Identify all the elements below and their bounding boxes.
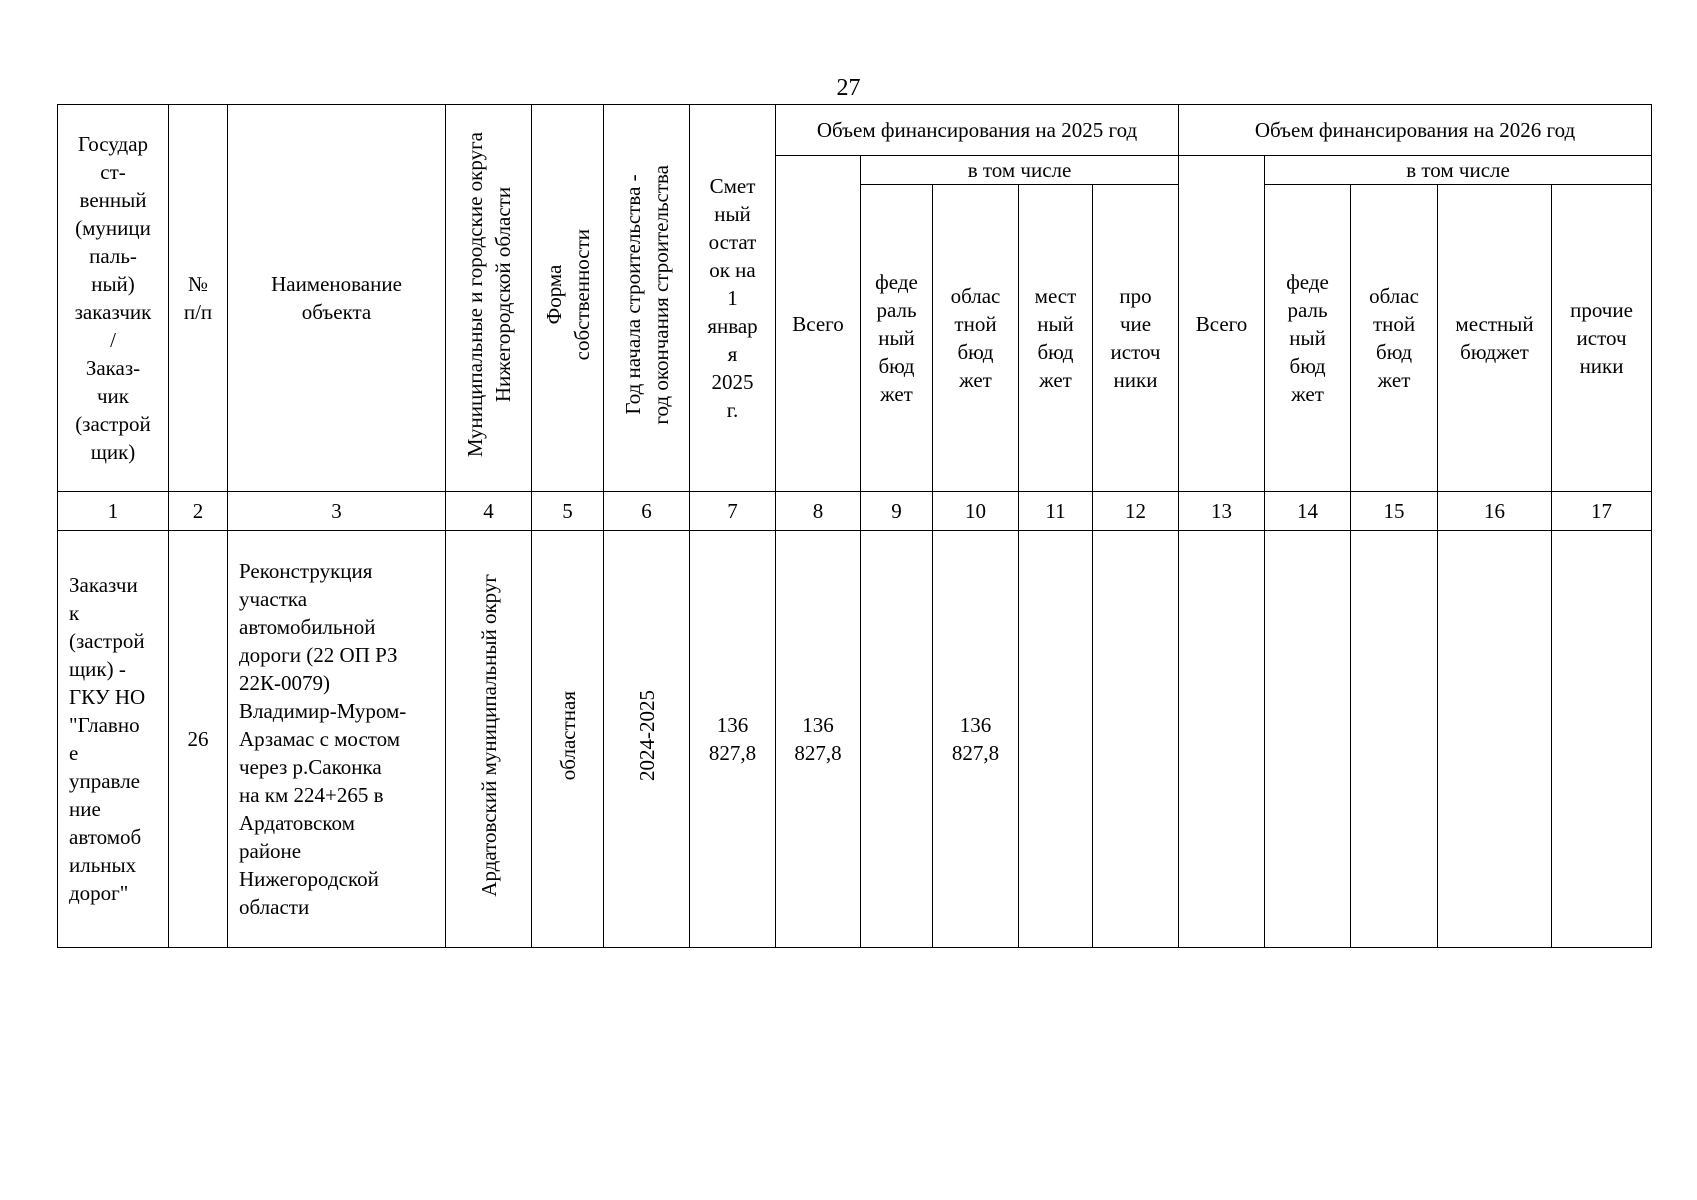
header-row	[58, 105, 1652, 156]
column-number: 16	[1438, 492, 1552, 531]
cell-local-2026	[1438, 531, 1552, 948]
header-ownership-text: Форма собственности	[541, 228, 594, 361]
column-number: 5	[532, 492, 604, 531]
cell-ownership-text: областная	[555, 690, 580, 781]
header-municipal	[446, 105, 532, 492]
cell-other-2025	[1093, 531, 1179, 948]
column-number: 10	[933, 492, 1019, 531]
header-group-2026: Объем финансирования на 2026 год	[1179, 105, 1652, 156]
cell-municipal	[446, 531, 532, 948]
column-number: 12	[1093, 492, 1179, 531]
header-years-text: Год начала строительства - год окончания строительства	[620, 164, 673, 425]
cell-regional-2025: 136 827,8	[933, 531, 1019, 948]
cell-local-2025	[1019, 531, 1093, 948]
column-number: 15	[1351, 492, 1438, 531]
header-ownership	[532, 105, 604, 492]
cell-municipal-text: Ардатовский муниципальный округ	[476, 574, 501, 897]
column-number: 1	[58, 492, 169, 531]
column-number: 17	[1552, 492, 1652, 531]
header-customer: Государ ст- венный (муници паль- ный) заказчик / Заказ- чик (застрой щик)	[58, 105, 169, 492]
header-object-name: Наименование объекта	[228, 105, 446, 492]
header-including-2026: в том числе	[1265, 156, 1652, 185]
column-number: 8	[776, 492, 861, 531]
header-group-2025: Объем финансирования на 2025 год	[776, 105, 1179, 156]
cell-regional-2026	[1351, 531, 1438, 948]
column-number: 4	[446, 492, 532, 531]
header-number: № п/п	[169, 105, 228, 492]
page-number: 27	[836, 75, 861, 101]
column-number: 2	[169, 492, 228, 531]
header-years	[604, 105, 690, 492]
header-total-2026: Всего	[1179, 156, 1265, 492]
cell-total-2025: 136 827,8	[776, 531, 861, 948]
header-other-2026: прочие источ ники	[1552, 185, 1652, 492]
cell-object-name: Реконструкция участка автомобильной дороги (22 ОП РЗ 22К-0079) Владимир-Муром- Арзамас с мостом через р.Саконка на км 224+265 в Ардатовском районе Нижегородской области	[228, 531, 446, 948]
header-other-2025: про чие источ ники	[1093, 185, 1179, 492]
header-regional-2025: облас тной бюд жет	[933, 185, 1019, 492]
cell-years-text: 2024-2025	[634, 690, 659, 781]
cell-years	[604, 531, 690, 948]
header-estimate: Смет ный остат ок на 1 январ я 2025 г.	[690, 105, 776, 492]
cell-federal-2025	[861, 531, 933, 948]
cell-customer: Заказчи к (застрой щик) - ГКУ НО "Главно е управле ние автомоб ильных дорог"	[58, 531, 169, 948]
column-number-row	[58, 492, 1652, 531]
header-total-2025: Всего	[776, 156, 861, 492]
header-regional-2026: облас тной бюд жет	[1351, 185, 1438, 492]
cell-other-2026	[1552, 531, 1652, 948]
header-municipal-text: Муниципальные и городские округа Нижегородской области	[462, 131, 515, 458]
header-local-2026: местный бюджет	[1438, 185, 1552, 492]
cell-estimate: 136 827,8	[690, 531, 776, 948]
column-number: 11	[1019, 492, 1093, 531]
column-number: 13	[1179, 492, 1265, 531]
table-row	[58, 531, 1652, 948]
cell-total-2026	[1179, 531, 1265, 948]
column-number: 6	[604, 492, 690, 531]
column-number: 14	[1265, 492, 1351, 531]
header-federal-2025: феде раль ный бюд жет	[861, 185, 933, 492]
financing-table	[57, 104, 1652, 948]
header-local-2025: мест ный бюд жет	[1019, 185, 1093, 492]
column-number: 3	[228, 492, 446, 531]
column-number: 7	[690, 492, 776, 531]
cell-ownership	[532, 531, 604, 948]
cell-federal-2026	[1265, 531, 1351, 948]
header-including-2025: в том числе	[861, 156, 1179, 185]
cell-number: 26	[169, 531, 228, 948]
column-number: 9	[861, 492, 933, 531]
header-federal-2026: феде раль ный бюд жет	[1265, 185, 1351, 492]
